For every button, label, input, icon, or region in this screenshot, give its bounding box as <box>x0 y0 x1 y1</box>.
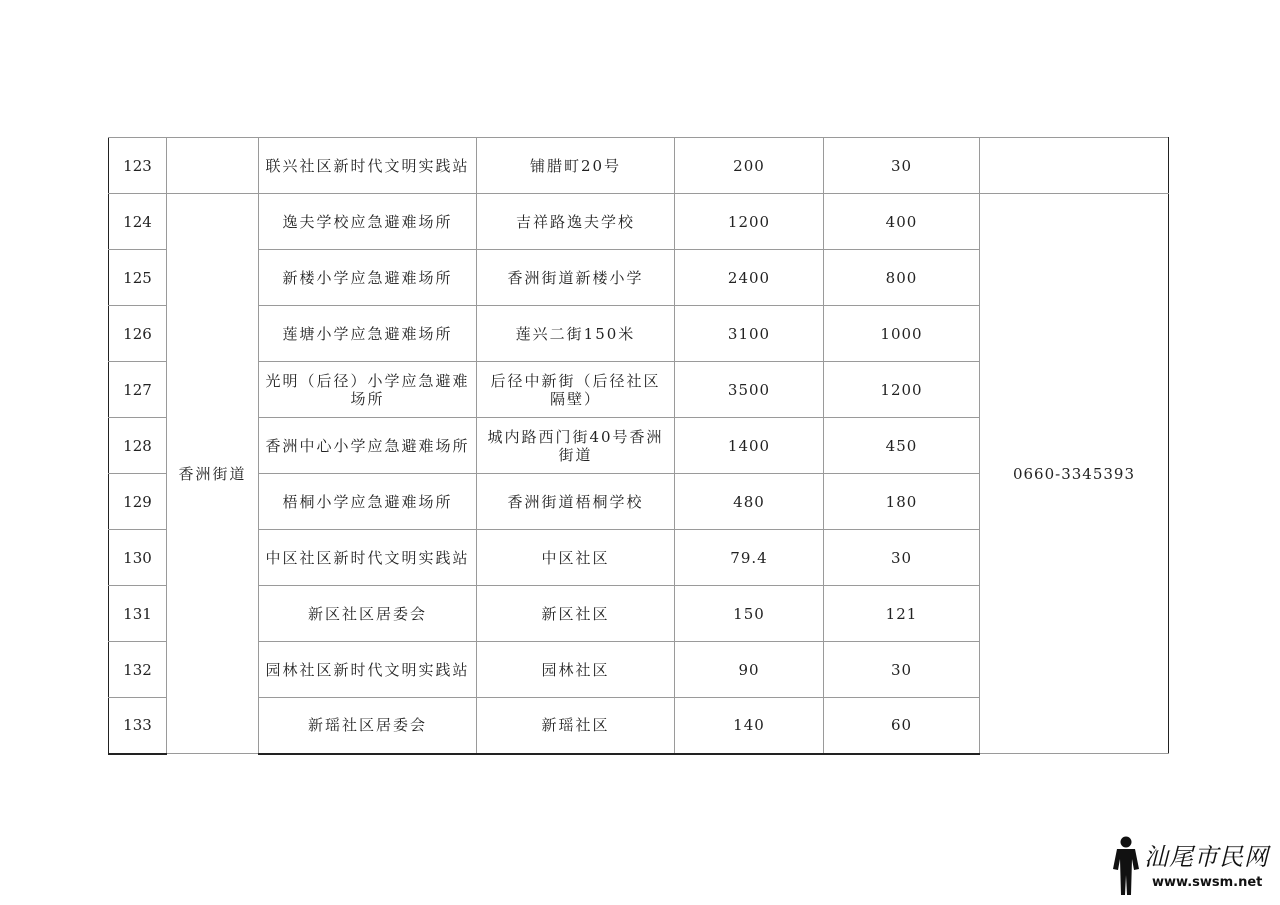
area-cell: 2400 <box>675 250 824 306</box>
capacity-cell: 1200 <box>824 362 980 418</box>
street-cell-empty <box>167 138 259 194</box>
area-cell: 3100 <box>675 306 824 362</box>
address-cell: 城内路西门街40号香洲街道 <box>477 418 675 474</box>
site-name-cell: 逸夫学校应急避难场所 <box>259 194 477 250</box>
seq-cell: 130 <box>109 530 167 586</box>
shelter-table <box>108 137 1169 755</box>
capacity-cell: 60 <box>824 698 980 754</box>
capacity-cell: 450 <box>824 418 980 474</box>
capacity-cell: 800 <box>824 250 980 306</box>
address-cell: 香洲街道新楼小学 <box>477 250 675 306</box>
address-cell: 新瑶社区 <box>477 698 675 754</box>
street-cell: 香洲街道 <box>167 194 259 754</box>
seq-cell: 127 <box>109 362 167 418</box>
seq-cell: 125 <box>109 250 167 306</box>
site-name-cell: 新楼小学应急避难场所 <box>259 250 477 306</box>
seq-cell: 128 <box>109 418 167 474</box>
seq-cell: 132 <box>109 642 167 698</box>
area-cell: 1200 <box>675 194 824 250</box>
site-name-cell: 光明（后径）小学应急避难场所 <box>259 362 477 418</box>
area-cell: 90 <box>675 642 824 698</box>
capacity-cell: 30 <box>824 138 980 194</box>
table-row <box>109 194 1169 250</box>
area-cell: 3500 <box>675 362 824 418</box>
phone-cell: 0660-3345393 <box>980 194 1169 754</box>
site-name-cell: 联兴社区新时代文明实践站 <box>259 138 477 194</box>
standing-figure-icon <box>1108 835 1144 897</box>
seq-cell: 131 <box>109 586 167 642</box>
seq-cell: 124 <box>109 194 167 250</box>
seq-cell: 126 <box>109 306 167 362</box>
capacity-cell: 1000 <box>824 306 980 362</box>
address-cell: 中区社区 <box>477 530 675 586</box>
capacity-cell: 30 <box>824 642 980 698</box>
capacity-cell: 121 <box>824 586 980 642</box>
watermark-url: www.swsm.net <box>1152 875 1263 890</box>
capacity-cell: 400 <box>824 194 980 250</box>
area-cell: 480 <box>675 474 824 530</box>
area-cell: 150 <box>675 586 824 642</box>
address-cell: 莲兴二街150米 <box>477 306 675 362</box>
capacity-cell: 180 <box>824 474 980 530</box>
area-cell: 200 <box>675 138 824 194</box>
site-name-cell: 莲塘小学应急避难场所 <box>259 306 477 362</box>
site-name-cell: 香洲中心小学应急避难场所 <box>259 418 477 474</box>
site-name-cell: 园林社区新时代文明实践站 <box>259 642 477 698</box>
site-name-cell: 中区社区新时代文明实践站 <box>259 530 477 586</box>
address-cell: 铺腊町20号 <box>477 138 675 194</box>
phone-cell-empty <box>980 138 1169 194</box>
site-name-cell: 梧桐小学应急避难场所 <box>259 474 477 530</box>
area-cell: 79.4 <box>675 530 824 586</box>
address-cell: 园林社区 <box>477 642 675 698</box>
area-cell: 140 <box>675 698 824 754</box>
seq-cell: 129 <box>109 474 167 530</box>
address-cell: 后径中新街（后径社区隔壁） <box>477 362 675 418</box>
address-cell: 吉祥路逸夫学校 <box>477 194 675 250</box>
site-watermark <box>1108 835 1270 897</box>
address-cell: 新区社区 <box>477 586 675 642</box>
watermark-title: 汕尾市民网 <box>1144 843 1269 871</box>
seq-cell: 123 <box>109 138 167 194</box>
site-name-cell: 新区社区居委会 <box>259 586 477 642</box>
seq-cell: 133 <box>109 698 167 754</box>
capacity-cell: 30 <box>824 530 980 586</box>
area-cell: 1400 <box>675 418 824 474</box>
table-row <box>109 138 1169 194</box>
site-name-cell: 新瑶社区居委会 <box>259 698 477 754</box>
address-cell: 香洲街道梧桐学校 <box>477 474 675 530</box>
